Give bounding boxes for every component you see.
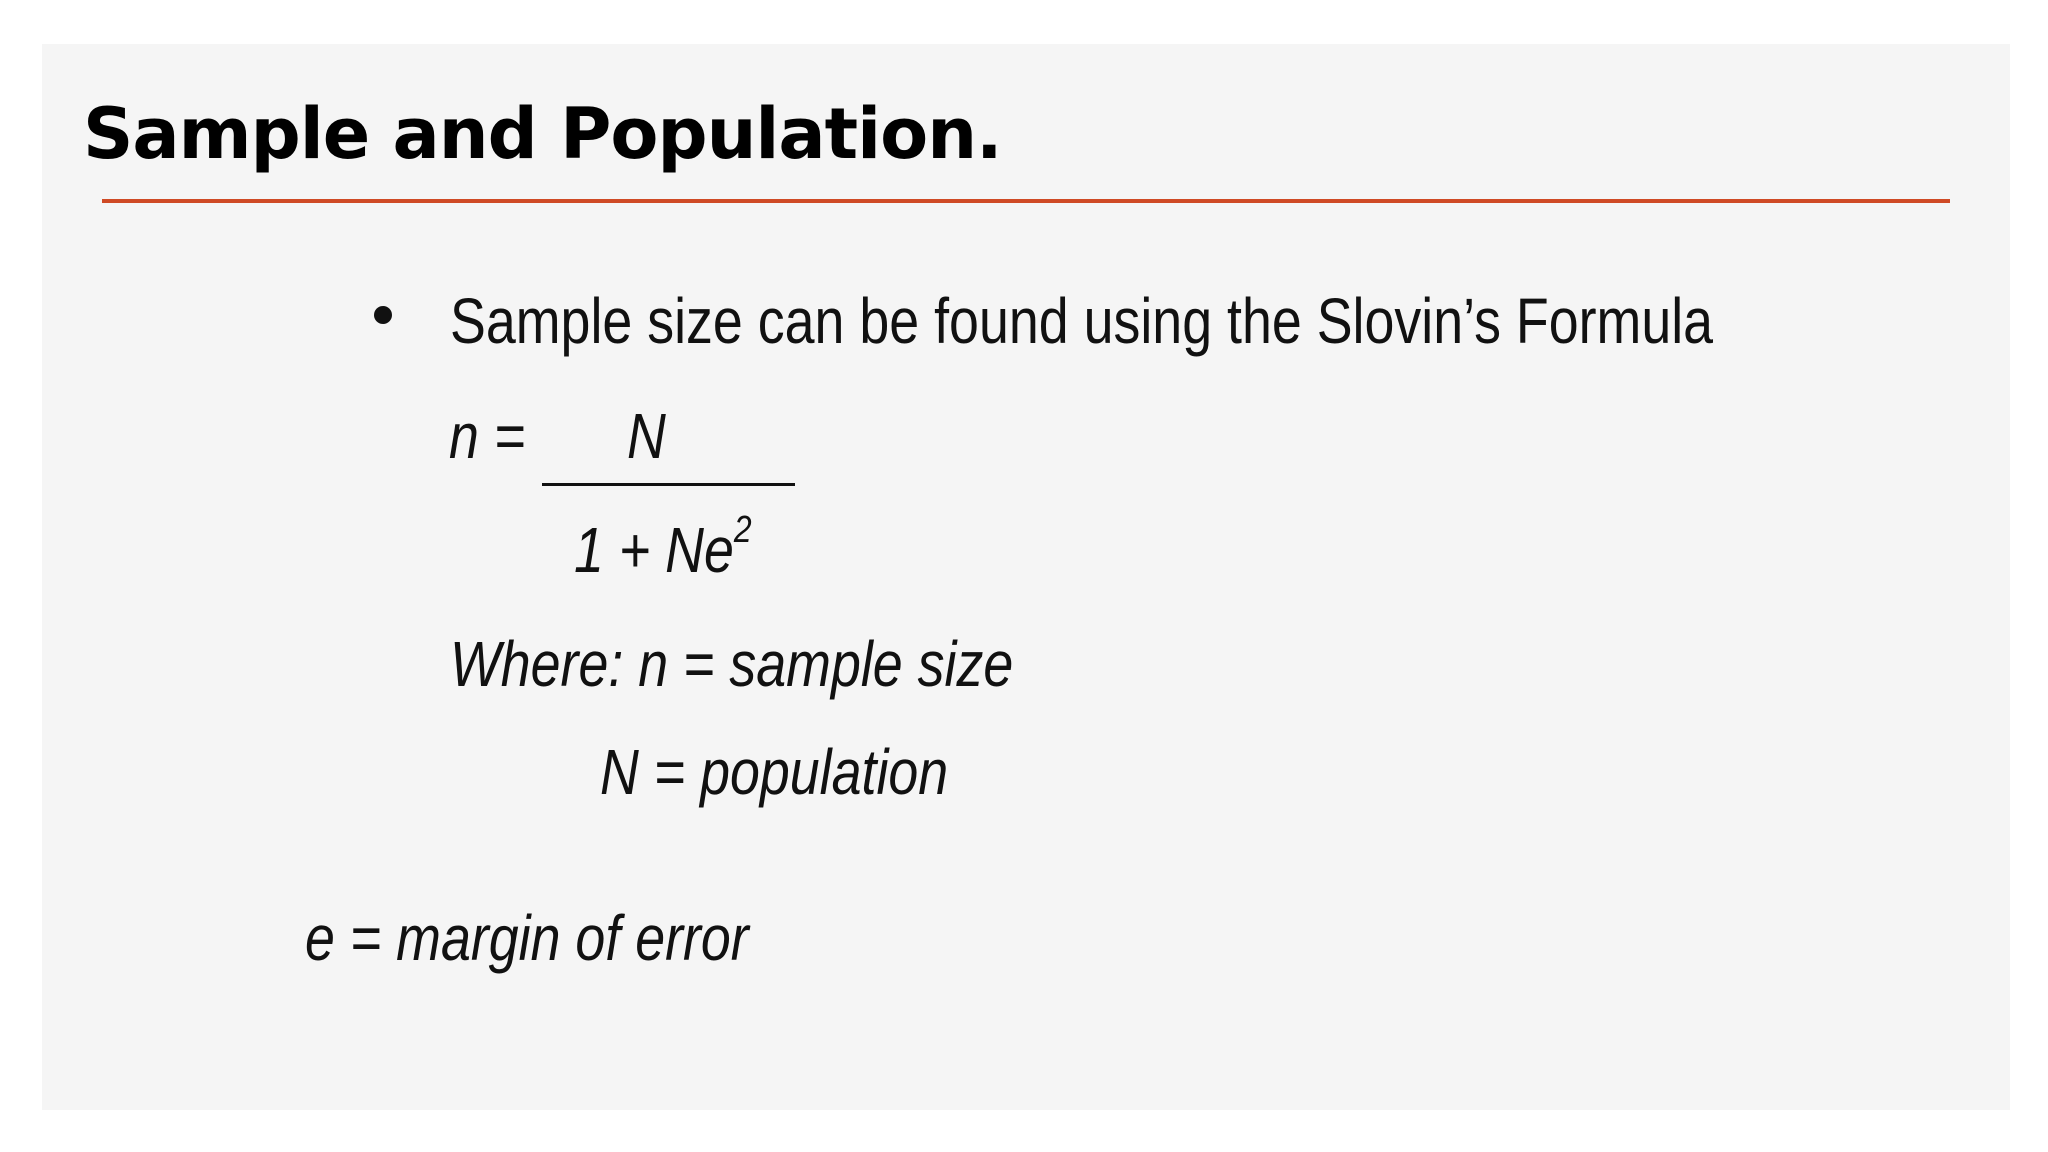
formula-denominator-exponent: 2 xyxy=(733,509,752,551)
formula-lhs: n = xyxy=(449,400,526,472)
population-definition-line: N = population xyxy=(600,736,949,808)
slide-title: Sample and Population. xyxy=(83,93,1002,175)
where-definition-line: Where: n = sample size xyxy=(450,628,1014,700)
formula-denominator-base: 1 + Ne xyxy=(574,514,734,586)
bullet-dot-icon xyxy=(374,306,392,324)
formula-fraction-bar xyxy=(542,483,795,486)
bullet-text: Sample size can be found using the Slovin’s Formula xyxy=(450,285,1714,357)
margin-definition-line: e = margin of error xyxy=(305,902,749,974)
title-underline-rule xyxy=(102,199,1950,203)
formula-numerator: N xyxy=(627,400,666,472)
formula-denominator xyxy=(574,509,752,588)
